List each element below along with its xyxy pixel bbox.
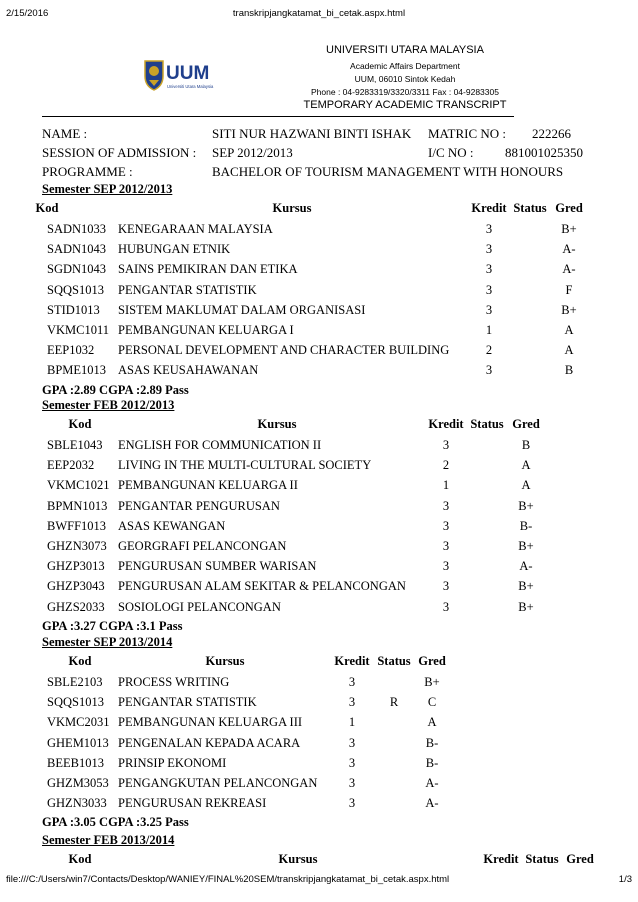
course-name: LIVING IN THE MULTI-CULTURAL SOCIETY (118, 458, 372, 473)
column-header-kursus: Kursus (257, 417, 297, 431)
course-name: HUBUNGAN ETNIK (118, 242, 231, 257)
print-header (6, 8, 632, 22)
ic-label: I/C NO : (428, 145, 474, 160)
course-credit: 3 (442, 579, 450, 594)
course-credit: 3 (442, 498, 450, 513)
column-header-kursus: Kursus (205, 654, 245, 668)
header-divider (42, 116, 514, 117)
course-code: SADN1033 (47, 222, 107, 236)
column-header-kod: Kod (68, 852, 92, 866)
column-header-kod: Kod (68, 417, 92, 431)
course-grade: A- (562, 262, 576, 277)
course-credit: 1 (442, 478, 450, 493)
course-credit: 3 (442, 539, 450, 553)
column-header-kod: Kod (68, 654, 92, 668)
course-credit: 2 (485, 343, 493, 358)
course-grade: A (521, 458, 531, 473)
course-name: GEORGRAFI PELANCONGAN (118, 539, 287, 553)
course-name: SAINS PEMIKIRAN DAN ETIKA (118, 262, 298, 277)
course-name: PRINSIP EKONOMI (118, 755, 227, 770)
course-credit: 1 (485, 323, 493, 337)
course-code: BPME1013 (47, 363, 107, 378)
programme-name: BACHELOR OF TOURISM MANAGEMENT WITH HONOURS (212, 164, 564, 179)
course-credit: 3 (348, 796, 356, 811)
semester-gpa: GPA :3.27 CGPA :3.1 Pass (42, 618, 183, 633)
department: Academic Affairs Department (350, 61, 460, 71)
course-grade: B- (425, 735, 439, 750)
course-name: ASAS KEUSAHAWANAN (118, 363, 259, 378)
column-header-kursus: Kursus (278, 852, 318, 866)
course-credit: 3 (348, 695, 356, 710)
course-code: STID1013 (47, 302, 100, 317)
course-code: SQQS1013 (47, 282, 104, 297)
course-name: PEMBANGUNAN KELUARGA III (118, 715, 303, 730)
uum-crest-icon (142, 55, 224, 93)
course-code: BEEB1013 (47, 755, 104, 770)
course-code: SBLE2103 (47, 675, 103, 689)
course-name: ENGLISH FOR COMMUNICATION II (118, 438, 322, 452)
column-header-gred: Gred (418, 654, 446, 668)
course-credit: 3 (348, 675, 356, 689)
course-code: VKMC1021 (47, 478, 110, 493)
course-name: SOSIOLOGI PELANCONGAN (118, 599, 281, 614)
course-grade: C (427, 695, 437, 710)
column-header-kredit: Kredit (334, 654, 370, 668)
course-name: PENGANTAR STATISTIK (118, 695, 257, 710)
course-credit: 3 (442, 559, 450, 574)
course-code: BPMN1013 (47, 498, 108, 513)
semester-title: Semester SEP 2013/2014 (42, 635, 173, 649)
course-credit: 3 (442, 518, 450, 533)
course-credit: 2 (442, 458, 450, 473)
column-header-kod: Kod (35, 201, 59, 215)
course-grade: B- (519, 518, 533, 533)
column-header-gred: Gred (555, 201, 583, 215)
course-grade: B+ (518, 599, 534, 614)
course-grade: A (427, 715, 437, 730)
column-header-status: Status (377, 654, 411, 668)
logo-wordmark: UUM (166, 63, 210, 84)
course-credit: 3 (442, 438, 450, 452)
course-name: PENGENALAN KEPADA ACARA (118, 735, 301, 750)
course-code: GHZN3073 (47, 539, 107, 553)
course-code: GHZM3053 (47, 776, 109, 790)
semester-gpa: GPA :2.89 CGPA :2.89 Pass (42, 382, 189, 397)
course-credit: 3 (485, 282, 493, 297)
course-code: GHZS2033 (47, 599, 105, 614)
course-name: PENGURUSAN SUMBER WARISAN (118, 559, 317, 574)
column-header-gred: Gred (512, 417, 540, 431)
matric-number: 222266 (532, 126, 571, 141)
course-credit: 3 (485, 262, 493, 277)
print-file-path: file:///C:/Users/win7/Contacts/Desktop/WANIEY/FINAL%20SEM/transkripjangkatamat_bi_cetak.aspx.html (6, 874, 450, 885)
course-grade: A- (519, 559, 533, 574)
course-credit: 3 (485, 302, 493, 317)
course-name: PEMBANGUNAN KELUARGA II (118, 478, 298, 493)
course-name: PEMBANGUNAN KELUARGA I (118, 323, 294, 337)
phone-fax: Phone : 04-9283319/3320/3311 Fax : 04-9283305 (311, 87, 499, 97)
course-code: SBLE1043 (47, 438, 103, 452)
course-grade: A (521, 478, 531, 493)
course-status: R (389, 695, 399, 710)
course-code: VKMC2031 (47, 715, 110, 730)
course-code: GHZN3033 (47, 796, 107, 811)
course-grade: B+ (518, 539, 534, 553)
course-name: PROCESS WRITING (118, 675, 230, 689)
course-grade: F (565, 282, 573, 297)
course-grade: A (564, 343, 574, 358)
course-code: EEP1032 (47, 343, 95, 358)
course-code: GHEM1013 (47, 735, 109, 750)
course-credit: 3 (348, 776, 356, 790)
course-grade: B+ (518, 498, 534, 513)
course-grade: B+ (424, 675, 440, 689)
column-header-kredit: Kredit (471, 201, 507, 215)
course-credit: 3 (485, 242, 493, 257)
print-date: 2/15/2016 (6, 8, 49, 19)
course-credit: 1 (348, 715, 356, 730)
address: UUM, 06010 Sintok Kedah (354, 74, 456, 84)
ic-number: 881001025350 (505, 145, 583, 160)
semester-gpa: GPA :3.05 CGPA :3.25 Pass (42, 815, 189, 830)
programme-label: PROGRAMME : (42, 164, 133, 179)
course-grade: A- (562, 242, 576, 257)
course-credit: 3 (348, 755, 356, 770)
matric-label: MATRIC NO : (428, 126, 507, 141)
course-name: ASAS KEWANGAN (118, 518, 226, 533)
uum-logo (142, 55, 224, 93)
course-grade: B (564, 363, 574, 378)
column-header-gred: Gred (566, 852, 594, 866)
course-grade: B (521, 438, 531, 452)
course-credit: 3 (442, 599, 450, 614)
logo-subtext: Universiti Utara Malaysia (167, 84, 214, 89)
semester-title: Semester FEB 2012/2013 (42, 398, 175, 412)
course-name: PENGURUSAN REKREASI (118, 796, 267, 811)
course-name: PERSONAL DEVELOPMENT AND CHARACTER BUILDING (118, 343, 450, 358)
course-credit: 3 (485, 363, 493, 378)
column-header-kredit: Kredit (483, 852, 519, 866)
course-credit: 3 (485, 222, 493, 236)
course-name: PENGURUSAN ALAM SEKITAR & PELANCONGAN (118, 579, 406, 594)
session-label: SESSION OF ADMISSION : (42, 145, 197, 160)
course-name: PENGANGKUTAN PELANCONGAN (118, 776, 318, 790)
column-header-kredit: Kredit (428, 417, 464, 431)
course-grade: B- (425, 755, 439, 770)
course-name: PENGANTAR STATISTIK (118, 282, 257, 297)
session-of-admission: SEP 2012/2013 (212, 145, 293, 160)
print-page-number: 1/3 (618, 874, 632, 885)
column-header-status: Status (470, 417, 504, 431)
course-code: SADN1043 (47, 242, 107, 257)
course-code: SQQS1013 (47, 695, 104, 710)
course-code: SGDN1043 (47, 262, 107, 277)
course-grade: A- (425, 796, 439, 811)
course-grade: B+ (561, 302, 577, 317)
course-grade: B+ (561, 222, 577, 236)
transcript-title: TEMPORARY ACADEMIC TRANSCRIPT (303, 99, 507, 111)
course-grade: B+ (518, 579, 534, 594)
university-name: UNIVERSITI UTARA MALAYSIA (326, 44, 484, 56)
column-header-status: Status (525, 852, 559, 866)
course-credit: 3 (348, 735, 356, 750)
course-code: VKMC1011 (47, 323, 110, 337)
course-code: GHZP3043 (47, 579, 105, 594)
student-name: SITI NUR HAZWANI BINTI ISHAK (212, 126, 412, 141)
print-footer (6, 874, 632, 888)
semester-title: Semester FEB 2013/2014 (42, 833, 175, 847)
column-header-kursus: Kursus (272, 201, 312, 215)
print-url: transkripjangkatamat_bi_cetak.aspx.html (232, 8, 406, 19)
course-name: KENEGARAAN MALAYSIA (118, 222, 273, 236)
course-grade: A- (425, 776, 439, 790)
name-label: NAME : (42, 126, 88, 141)
course-code: EEP2032 (47, 458, 95, 473)
semester-title: Semester SEP 2012/2013 (42, 182, 173, 196)
course-grade: A (564, 323, 574, 337)
column-header-status: Status (513, 201, 547, 215)
course-code: GHZP3013 (47, 559, 105, 574)
course-name: SISTEM MAKLUMAT DALAM ORGANISASI (118, 302, 366, 317)
course-name: PENGANTAR PENGURUSAN (118, 498, 280, 513)
course-code: BWFF1013 (47, 518, 107, 533)
